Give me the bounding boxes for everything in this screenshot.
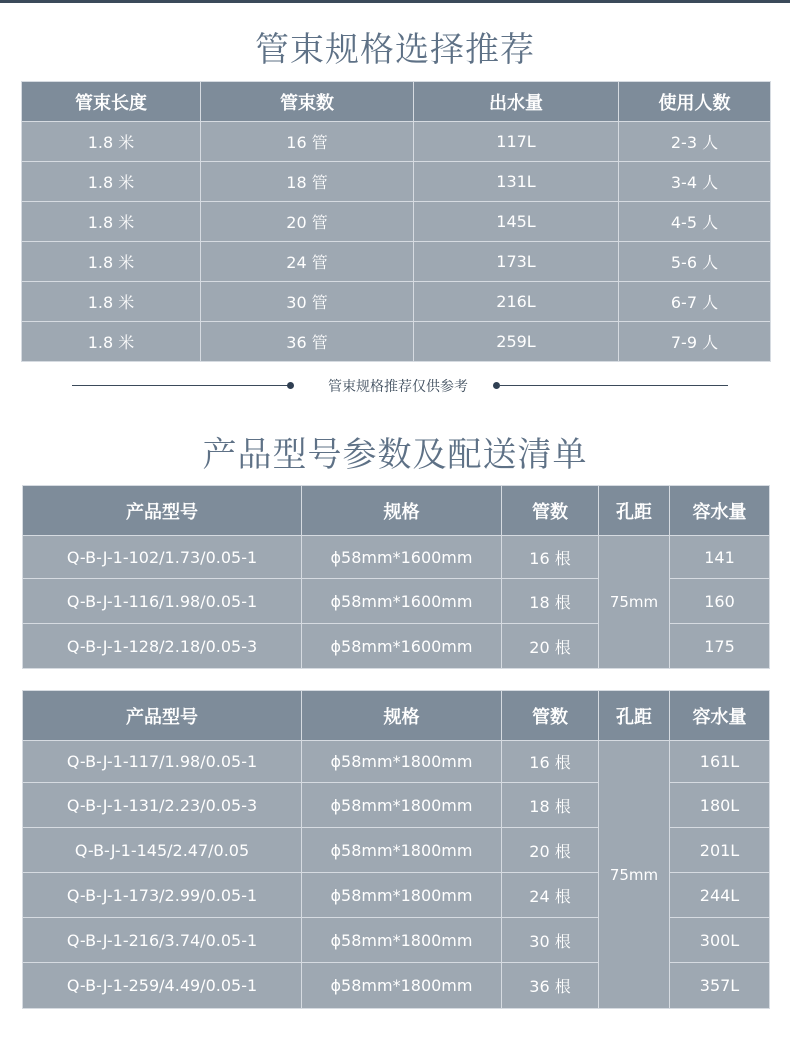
cell-capacity: 180L — [670, 783, 770, 828]
cell-tube-count: 16 根 — [502, 536, 599, 579]
cell-model: Q-B-J-1-117/1.98/0.05-1 — [23, 741, 302, 783]
table-row — [22, 162, 771, 202]
cell-model: Q-B-J-1-173/2.99/0.05-1 — [23, 873, 302, 918]
table-row — [22, 242, 771, 282]
cell-spec: ϕ58mm*1800mm — [302, 828, 502, 873]
cell-tube-count: 18 管 — [201, 162, 414, 202]
header-tube-length: 管束长度 — [22, 82, 201, 122]
cell-capacity: 300L — [670, 918, 770, 963]
cell-users: 4-5 人 — [619, 202, 771, 242]
header-model: 产品型号 — [23, 691, 302, 741]
cell-hole-spacing: 75mm — [599, 536, 670, 669]
reference-note — [72, 375, 728, 397]
cell-tube-count: 16 根 — [502, 741, 599, 783]
divider-line-left — [72, 385, 290, 386]
cell-model: Q-B-J-1-116/1.98/0.05-1 — [23, 579, 302, 624]
cell-tube-count: 20 根 — [502, 624, 599, 669]
cell-tube-length: 1.8 米 — [22, 162, 201, 202]
cell-water-output: 173L — [414, 242, 619, 282]
cell-model: Q-B-J-1-102/1.73/0.05-1 — [23, 536, 302, 579]
cell-tube-count: 30 根 — [502, 918, 599, 963]
cell-water-output: 145L — [414, 202, 619, 242]
divider-line-right — [498, 385, 728, 386]
cell-spec: ϕ58mm*1800mm — [302, 783, 502, 828]
product-table-1800 — [22, 690, 770, 1009]
cell-water-output: 216L — [414, 282, 619, 322]
cell-tube-length: 1.8 米 — [22, 242, 201, 282]
cell-spec: ϕ58mm*1600mm — [302, 579, 502, 624]
cell-users: 3-4 人 — [619, 162, 771, 202]
table-header-row — [23, 486, 770, 536]
cell-capacity: 161L — [670, 741, 770, 783]
table-row — [22, 282, 771, 322]
cell-spec: ϕ58mm*1600mm — [302, 624, 502, 669]
header-water-output: 出水量 — [414, 82, 619, 122]
section-title-product-params: 产品型号参数及配送清单 — [202, 435, 588, 475]
cell-tube-count: 16 管 — [201, 122, 414, 162]
table-header-row — [23, 691, 770, 741]
cell-spec: ϕ58mm*1800mm — [302, 963, 502, 1009]
cell-users: 7-9 人 — [619, 322, 771, 362]
table-row — [22, 202, 771, 242]
header-spec: 规格 — [302, 486, 502, 536]
product-table-1600 — [22, 485, 770, 669]
table-row — [22, 122, 771, 162]
cell-tube-count: 20 根 — [502, 828, 599, 873]
table-row — [23, 741, 770, 783]
cell-capacity: 160 — [670, 579, 770, 624]
header-capacity: 容水量 — [670, 486, 770, 536]
tube-spec-table — [21, 81, 771, 362]
cell-spec: ϕ58mm*1800mm — [302, 873, 502, 918]
cell-capacity: 201L — [670, 828, 770, 873]
cell-tube-count: 36 根 — [502, 963, 599, 1009]
cell-tube-length: 1.8 米 — [22, 202, 201, 242]
cell-model: Q-B-J-1-131/2.23/0.05-3 — [23, 783, 302, 828]
cell-tube-count: 18 根 — [502, 783, 599, 828]
cell-capacity: 357L — [670, 963, 770, 1009]
header-hole-spacing: 孔距 — [599, 486, 670, 536]
header-hole-spacing: 孔距 — [599, 691, 670, 741]
cell-tube-length: 1.8 米 — [22, 322, 201, 362]
top-divider — [0, 0, 790, 3]
header-model: 产品型号 — [23, 486, 302, 536]
cell-capacity: 244L — [670, 873, 770, 918]
table-row — [23, 536, 770, 579]
cell-users: 2-3 人 — [619, 122, 771, 162]
cell-hole-spacing: 75mm — [599, 741, 670, 1009]
reference-note-text: 管束规格推荐仅供参考 — [328, 379, 468, 395]
cell-model: Q-B-J-1-145/2.47/0.05 — [23, 828, 302, 873]
header-tube-count: 管数 — [502, 486, 599, 536]
cell-spec: ϕ58mm*1800mm — [302, 918, 502, 963]
header-capacity: 容水量 — [670, 691, 770, 741]
cell-water-output: 131L — [414, 162, 619, 202]
cell-water-output: 259L — [414, 322, 619, 362]
cell-model: Q-B-J-1-216/3.74/0.05-1 — [23, 918, 302, 963]
cell-tube-count: 24 根 — [502, 873, 599, 918]
cell-tube-length: 1.8 米 — [22, 122, 201, 162]
cell-users: 6-7 人 — [619, 282, 771, 322]
cell-capacity: 175 — [670, 624, 770, 669]
cell-tube-count: 30 管 — [201, 282, 414, 322]
cell-model: Q-B-J-1-259/4.49/0.05-1 — [23, 963, 302, 1009]
header-tube-count: 管束数 — [201, 82, 414, 122]
header-users: 使用人数 — [619, 82, 771, 122]
cell-water-output: 117L — [414, 122, 619, 162]
cell-users: 5-6 人 — [619, 242, 771, 282]
bullet-dot-left — [287, 382, 294, 389]
cell-spec: ϕ58mm*1800mm — [302, 741, 502, 783]
cell-model: Q-B-J-1-128/2.18/0.05-3 — [23, 624, 302, 669]
section-title-tube-spec: 管束规格选择推荐 — [255, 30, 535, 70]
header-tube-count: 管数 — [502, 691, 599, 741]
cell-tube-count: 20 管 — [201, 202, 414, 242]
cell-tube-count: 36 管 — [201, 322, 414, 362]
cell-tube-count: 24 管 — [201, 242, 414, 282]
header-spec: 规格 — [302, 691, 502, 741]
cell-capacity: 141 — [670, 536, 770, 579]
cell-tube-length: 1.8 米 — [22, 282, 201, 322]
cell-spec: ϕ58mm*1600mm — [302, 536, 502, 579]
cell-tube-count: 18 根 — [502, 579, 599, 624]
table-row — [22, 322, 771, 362]
table-header-row — [22, 82, 771, 122]
